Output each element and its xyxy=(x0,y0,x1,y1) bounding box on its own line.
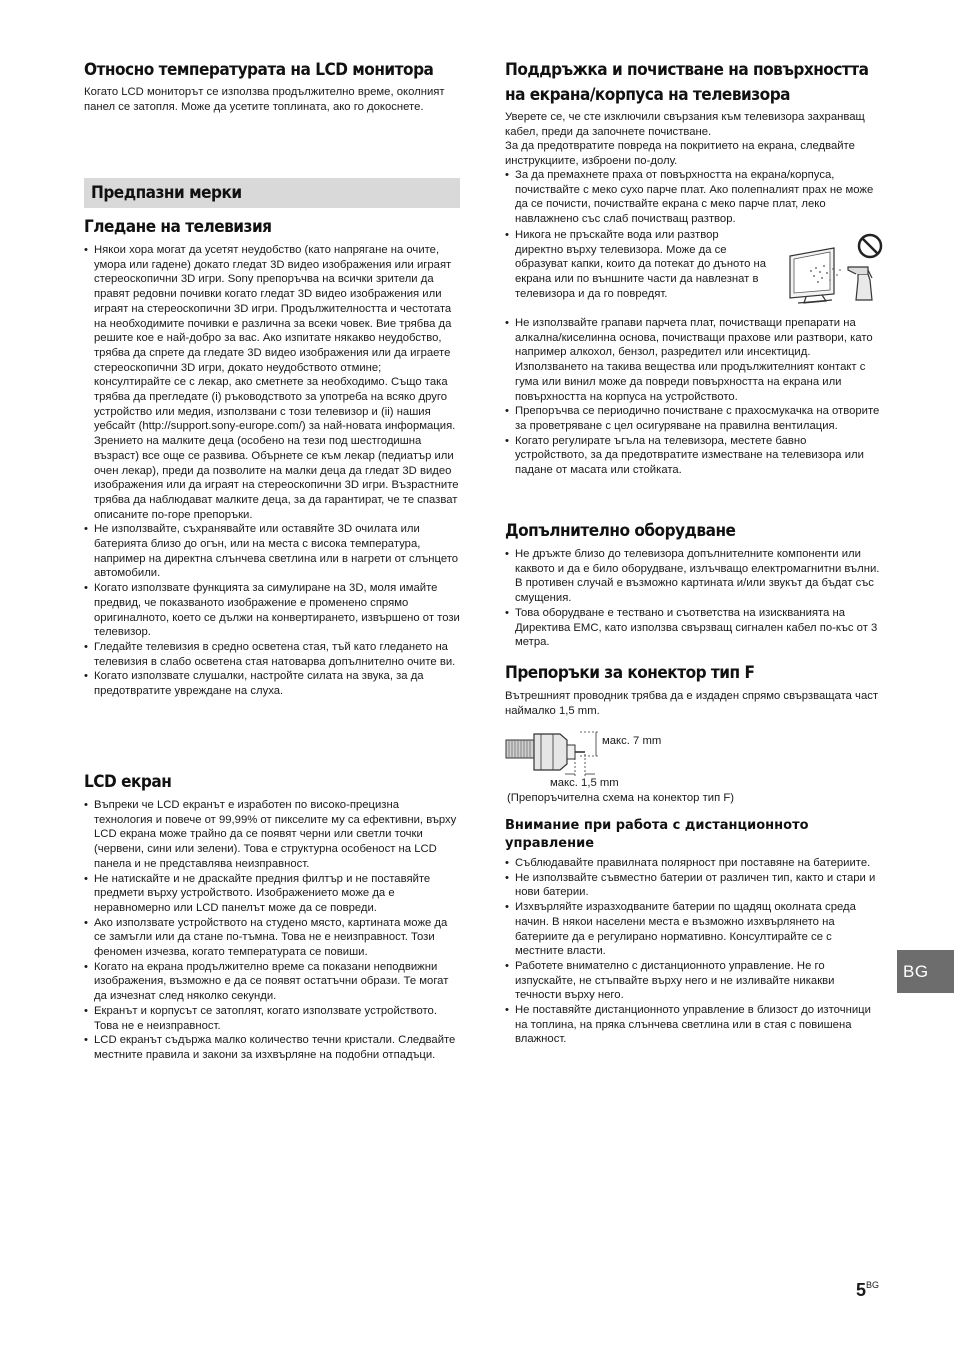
maintenance-intro-1: Уверете се, че сте изключили свързания към телевизора захранващ кабел, преди да започнете почистване. xyxy=(505,111,865,138)
section-heading-maintenance-line2: на екрана/корпуса на телевизора xyxy=(505,85,791,104)
list-item: • Някои хора могат да усетят неудобство (като напрягане на очите, умора или гадене) докато гледат 3D видео изображения или играят стереоскопични 3D игри. Sony препоръчва на всички зрители да правят редовни почивки когато гледат 3D видео изображения или играят на стереоскопични 3D игри. Продължителността и честотата на необходимите почивки е различна за всеки човек. Вие трябва да решите кое е най-добро за вас. Ако изпитате някакво неудобство, трябва да спрете да гледате 3D видео изображения или да играете стереоскопични 3D игри, докато неудобството отмине; консултирайте се с лекар, ако сметнете за необходимо. Също така трябва да прегледате (i) ръководството за употреба на всяко друго устройство или медия, използвани с този телевизор и (ii) нашия уебсайт (http://support.sony-europe.com/) за най-новата информация. Зрението на малките деца (особено на тези под шестгодишна възраст) все още се развива. Обърнете се към лекар (педиатър или очен лекар), преди да позволите на малки деца да гледат 3D видео изображения или да играят на стереоскопични 3D игри. Възрастните трябва да наблюдават малките деца, за да гарантират, че те спазват описаните по-горе препоръки. xyxy=(84,243,460,522)
page-number xyxy=(856,1280,879,1301)
list-item: • Изхвърляйте изразходваните батерии по щадящ околната среда начин. В някои населени места е възможно изхвърлянето на батериите да е регулирано нормативно. Консултирайте се с местните власти. xyxy=(505,900,881,959)
precautions-band-label: Предпазни мерки xyxy=(91,183,242,202)
list-item: • Ако използвате устройството на студено място, картината може да се замъгли или да стане по-тъмна. Това не е неизправност. Този феномен изчезва, когато температурата се повиши. xyxy=(84,916,460,960)
list-item: • Не дръжте близо до телевизора допълнителните компоненти или каквото и да е било оборудване, излъчващо електромагнитни вълни. В противен случай е възможно картината и/или звукът да бъдат със смущения. xyxy=(505,547,881,606)
lcd-temperature-text: Когато LCD мониторът се използва продължително време, околният панел се затопля. Може да усетите топлината, ако го докоснете. xyxy=(84,86,445,113)
f-connector-text: Вътрешният проводник трябва да е издаден спрямо свързващата част наймалко 1,5 mm. xyxy=(505,690,879,717)
maintenance-intro-2: За да предотвратите повреда на покритието на екрана, следвайте инструкциите, изброени по-долу. xyxy=(505,140,855,167)
list-item: • Гледайте телевизия в средно осветена стая, тъй като гледането на телевизия в слабо осветена стая натоварва допълнително очите ви. xyxy=(84,640,460,669)
label-max-1-5mm: макс. 1,5 mm xyxy=(550,777,619,789)
section-heading-additional-equipment: Допълнително оборудване xyxy=(505,521,736,540)
equipment-list xyxy=(505,547,881,650)
list-item: • Не натискайте и не драскайте предния филтър и не поставяйте предмети върху устройството. Изображението може да е неравномерно или LCD панелът може да се повреди. xyxy=(84,872,460,916)
section-heading-lcd-temperature: Относно температурата на LCD монитора xyxy=(84,60,434,79)
list-item: • Никога не пръскайте вода или разтвор директно върху телевизора. Може да се образуват капки, които да потекат до дъното на екрана или по външните части да навлезнат в телевизора и да го повредят. xyxy=(505,228,767,302)
list-item: • Когато използвате функцията за симулиране на 3D, моля имайте предвид, че показваното изображение е променено спрямо оригиналното, което се дължи на конвертирането, извършено от този телевизор. xyxy=(84,581,460,640)
maintenance-list-b xyxy=(505,228,767,302)
list-item: • Не поставяйте дистанционното управление в близост до източници на топлина, на пряка слънчева светлина или в стая с повишена влажност. xyxy=(505,1003,881,1047)
list-item: • За да премахнете праха от повърхността на екрана/корпуса, почиствайте с меко сухо парче плат. Ако полепналият прах не може да се почисти, почиствайте екрана с меко парче плат, леко навлажнено със слаб почистващ разтвор. xyxy=(505,168,881,227)
maintenance-list-a xyxy=(505,168,881,227)
list-item: • LCD екранът съдържа малко количество течни кристали. Следвайте местните правила и закони за изхвърляне на подобни отпадъци. xyxy=(84,1033,460,1062)
list-item: • Въпреки че LCD екранът е изработен по високо-прецизна технология и повече от 99,99% от пикселите му са ефективни, върху LCD екрана може трайно да се появят черни или светли точки (червени, сини или зелени). Това е структурна особеност на LCD панела и не представлява неизправност. xyxy=(84,798,460,872)
list-item: • Препоръчва се периодично почистване с прахосмукачка на отворите за проветряване с цел осигуряване на правилна вентилация. xyxy=(505,404,881,433)
section-heading-maintenance-line1: Поддръжка и почистване на повърхността xyxy=(505,60,869,79)
section-heading-tv-watching: Гледане на телевизия xyxy=(84,217,272,236)
maintenance-list-c xyxy=(505,316,881,478)
list-item: • Това оборудване е тествано и съответства на изискванията на Директива EMC, като използва свързващ сигнален кабел по-къс от 3 метра. xyxy=(505,606,881,650)
list-item: • Не използвайте съвместно батерии от различен тип, както и стари и нови батерии. xyxy=(505,871,881,900)
tv-watching-list xyxy=(84,243,460,699)
list-item: • Работете внимателно с дистанционното управление. Не го изпускайте, не стъпвайте върху него и не изливайте никакви течности върху него. xyxy=(505,959,881,1003)
precautions-band xyxy=(84,178,460,208)
f-connector-caption: (Препоръчителна схема на конектор тип F) xyxy=(507,792,734,804)
section-heading-lcd-screen: LCD екран xyxy=(84,772,172,791)
section-heading-f-connector: Препоръки за конектор тип F xyxy=(505,663,755,682)
page-number-suffix: BG xyxy=(866,1280,880,1290)
list-item: • Екранът и корпусът се затоплят, когато използвате устройството. Това не е неизправност. xyxy=(84,1004,460,1033)
list-item: • Не използвайте грапави парчета плат, почистващи препарати на алкална/киселинна основа, почистващи прахове или разтвори, като например алкохол, бензол, разредител или инсектицид. Използването на такива вещества или продължителният контакт с гума или винил може да повреди повърхността на екрана или повърхността на корпуса на устройството. xyxy=(505,316,881,404)
lcd-screen-list xyxy=(84,798,460,1063)
list-item: • Не използвайте, съхранявайте или оставяйте 3D очилата или батерията близо до огън, или на места с висока температура, например на директна слънчева светлина или в нагрети от слънцето автомобили. xyxy=(84,522,460,581)
list-item: • Когато на екрана продължително време са показани неподвижни изображения, възможно е да се появят остатъчни образи. Те могат да изчезнат след няколко секунди. xyxy=(84,960,460,1004)
language-tab: BG xyxy=(897,950,954,993)
page-number-value: 5 xyxy=(856,1280,867,1300)
list-item: • Когато използвате слушалки, настройте силата на звука, за да предотвратите увреждане на слуха. xyxy=(84,669,460,698)
remote-control-list xyxy=(505,856,881,1047)
list-item: • Съблюдавайте правилната полярност при поставяне на батериите. xyxy=(505,856,881,871)
section-heading-remote-control: Внимание при работа с дистанционното управление xyxy=(505,818,809,851)
no-spray-tv-illustration xyxy=(786,232,886,306)
list-item: • Когато регулирате ъгъла на телевизора, местете бавно устройството, за да предотвратите изместване на телевизора или падане от масата или стойката. xyxy=(505,434,881,478)
label-max-7mm: макс. 7 mm xyxy=(602,735,662,747)
f-connector-diagram xyxy=(505,728,605,778)
